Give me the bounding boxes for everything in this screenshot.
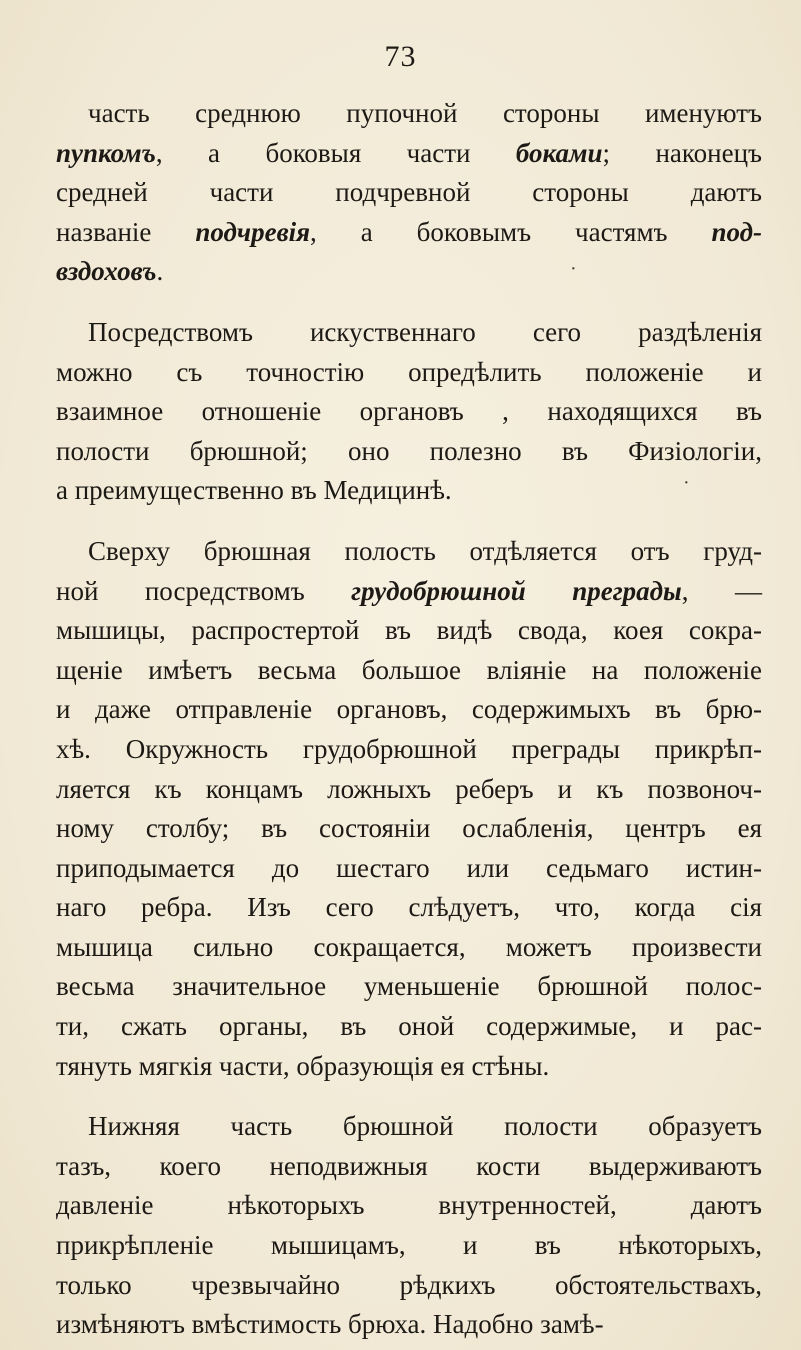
page-number: 73 <box>384 40 417 73</box>
paragraph <box>56 1107 762 1345</box>
italic-term: подчревія <box>195 216 311 247</box>
text-run: прикрѣпленіе мышицамъ, и въ нѣкоторыхъ, <box>56 1230 762 1261</box>
text-run: Сверху брюшная полость отдѣляется отъ груд- <box>88 535 762 566</box>
text-run: названіе <box>56 216 196 247</box>
text-run: взаимное отношеніе органовъ , находящихся въ <box>56 396 762 427</box>
text-line <box>56 928 762 968</box>
text-line <box>56 173 762 213</box>
text-line <box>56 849 762 889</box>
body-text <box>56 94 762 1345</box>
text-line <box>56 1186 762 1226</box>
text-run: ному столбу; въ состояніи ослабленія, центръ ея <box>56 813 762 844</box>
text-run: средней части подчревной стороны даютъ <box>56 177 762 208</box>
text-run: , а боковыя части <box>155 137 516 168</box>
text-line <box>56 213 762 253</box>
text-run: , — <box>681 575 762 606</box>
text-run: . <box>156 256 164 287</box>
text-line <box>56 1047 762 1087</box>
text-run: Нижняя часть брюшной полости образуетъ <box>88 1111 762 1142</box>
text-run: приподымается до шестаго или седьмаго истин- <box>56 852 762 883</box>
text-run: ти, сжать органы, въ оной содержимые, и рас- <box>56 1011 762 1042</box>
text-line <box>56 252 762 292</box>
text-line <box>56 432 762 472</box>
text-line <box>56 770 762 810</box>
text-run: тянуть мягкія части, образующія ея стѣны. <box>56 1050 550 1081</box>
italic-term: пупкомъ <box>56 137 156 168</box>
text-line <box>56 690 762 730</box>
text-run: можно съ точностію опредѣлить положеніе и <box>56 356 762 387</box>
text-line <box>56 94 762 134</box>
text-run: тазъ, коего неподвижныя кости выдерживаютъ <box>56 1150 762 1181</box>
text-line <box>56 809 762 849</box>
text-run: измѣняютъ вмѣстимость брюха. Надобно замѣ- <box>56 1309 604 1340</box>
italic-term: вздоховъ <box>56 256 157 287</box>
text-run: Посредствомъ искуственнаго сего раздѣленія <box>88 316 762 347</box>
text-line <box>56 1266 762 1306</box>
paragraph <box>56 532 762 1086</box>
text-line <box>56 532 762 572</box>
italic-term: грудобрюшной преграды <box>351 575 682 606</box>
text-run: , а боковымъ частямъ <box>310 216 712 247</box>
text-line <box>56 730 762 770</box>
paragraph <box>56 313 762 511</box>
text-line <box>56 353 762 393</box>
text-run: ляется къ концамъ ложныхъ реберъ и къ позвоноч- <box>56 773 762 804</box>
text-line <box>56 134 762 174</box>
ink-speck: · <box>683 472 690 494</box>
text-line <box>56 1226 762 1266</box>
text-run: ной посредствомъ <box>56 575 352 606</box>
text-run: а преимущественно въ Медицинѣ. <box>56 475 452 506</box>
text-run: хѣ. Окружность грудобрюшной преграды прикрѣп- <box>56 733 762 764</box>
text-run: и даже отправленіе органовъ, содержимыхъ въ брю- <box>56 694 762 725</box>
text-line <box>56 572 762 612</box>
text-line <box>56 967 762 1007</box>
text-line <box>56 471 762 511</box>
text-line <box>56 1007 762 1047</box>
text-line <box>56 1107 762 1147</box>
text-run: ; наконецъ <box>602 137 762 168</box>
text-line <box>56 651 762 691</box>
text-line <box>56 392 762 432</box>
text-run: полости брюшной; оно полезно въ Физіологіи, <box>56 435 762 466</box>
text-run: весьма значительное уменьшеніе брюшной полос- <box>56 971 762 1002</box>
text-line <box>56 611 762 651</box>
text-run: щеніе имѣетъ весьма большое вліяніе на положеніе <box>56 654 762 685</box>
text-line <box>56 1147 762 1187</box>
text-line <box>56 1305 762 1345</box>
text-run: только чрезвычайно рѣдкихъ обстоятельствахъ, <box>56 1269 762 1300</box>
text-line <box>56 888 762 928</box>
text-line <box>56 313 762 353</box>
italic-term: под- <box>711 216 762 247</box>
ink-speck: · <box>570 258 577 280</box>
text-run: наго ребра. Изъ сего слѣдуетъ, что, когда сія <box>56 892 762 923</box>
text-run: мышица сильно сокращается, можетъ произвести <box>56 931 762 962</box>
text-run: мышицы, распростертой въ видѣ свода, коея сокра- <box>56 615 762 646</box>
text-run: давленіе нѣкоторыхъ внутренностей, даютъ <box>56 1190 762 1221</box>
text-run: часть среднюю пупочной стороны именуютъ <box>88 98 762 128</box>
paragraph <box>56 94 762 292</box>
italic-term: боками <box>515 137 603 168</box>
